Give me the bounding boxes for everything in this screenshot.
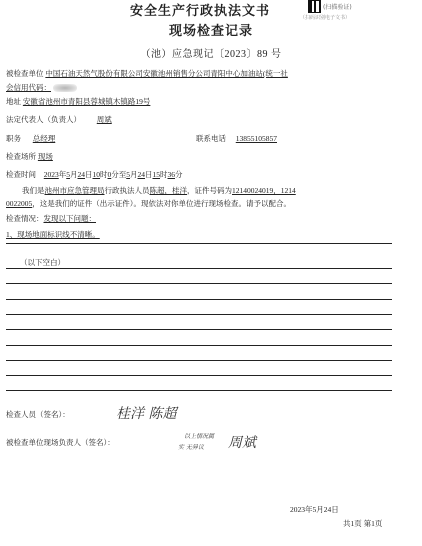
time-year: 2023 xyxy=(43,170,59,179)
ruled-line xyxy=(6,360,392,361)
site-sign-label: 被检查单位现场负责人（签名）： xyxy=(6,438,115,447)
position-row xyxy=(6,134,55,144)
ruled-line xyxy=(6,243,392,244)
unit-value: 中国石油天然气股份有限公司安徽池州销售分公司青阳中心加油站(统一社 xyxy=(45,69,288,78)
ruled-line xyxy=(6,299,392,300)
place-value: 现场 xyxy=(37,152,53,161)
address-label: 地址 xyxy=(6,97,21,106)
time-hour-start: 10 xyxy=(92,170,100,179)
legal-rep-label: 法定代表人（负责人） xyxy=(6,115,81,124)
credit-code-label: 会信用代码： xyxy=(6,83,51,92)
statement-line-1 xyxy=(22,186,296,196)
address-value: 安徽省池州市青阳县蓉城镇木镇路19号 xyxy=(22,97,151,106)
credit-code-row xyxy=(6,83,77,93)
findings-label: 检查情况： xyxy=(6,214,44,223)
site-note-2: 实 无异议 xyxy=(178,444,204,451)
ruled-line xyxy=(6,375,392,376)
time-day-end: 24 xyxy=(137,170,145,179)
time-day-start: 24 xyxy=(77,170,85,179)
place-row xyxy=(6,152,53,162)
phone-label: 联系电话 xyxy=(196,134,226,143)
statement-org: 池州市应急管理局 xyxy=(44,186,105,195)
blank-note: （以下空白） xyxy=(20,258,65,267)
phone-value: 13855105857 xyxy=(235,134,277,143)
document-number: （池）应急现记〔2023〕89 号 xyxy=(140,49,282,60)
site-signature: 周斌 xyxy=(228,435,256,451)
address-row xyxy=(6,97,150,107)
place-label: 检查场所 xyxy=(6,152,36,161)
qr-code-icon xyxy=(308,0,321,13)
time-month-end: 5 xyxy=(126,170,130,179)
position-value: 总经理 xyxy=(32,134,56,143)
unit-row xyxy=(6,69,288,79)
document-date: 2023年5月24日 xyxy=(290,505,339,514)
qr-caption: (扫描验证) xyxy=(323,4,352,11)
phone-row xyxy=(196,134,277,144)
time-month-start: 5 xyxy=(66,170,70,179)
position-label: 职务 xyxy=(6,134,21,143)
statement-text: 行政执法人员 xyxy=(104,186,150,195)
record-title: 现场检查记录 xyxy=(168,24,253,39)
unit-label: 被检查单位 xyxy=(6,69,44,78)
finding-text: 1、现场地面标识线不清晰。 xyxy=(6,230,100,239)
document-main-title: 安全生产行政执法文书 xyxy=(129,4,270,19)
inspector-ids: 12140024019，1214 xyxy=(232,186,296,195)
time-row: 检查时间 2023年5月24日10时0分至5月24日15时36分 xyxy=(6,170,183,179)
ruled-line xyxy=(6,390,392,391)
legal-rep-row xyxy=(6,115,112,125)
inspector-sign-label: 检查人员（签名）： xyxy=(6,410,70,419)
ruled-line xyxy=(6,345,392,346)
statement-text: ，证件号码为 xyxy=(187,186,232,195)
inspector-ids-cont: 0022005 xyxy=(6,199,33,208)
time-min-end: 36 xyxy=(167,170,175,179)
time-label: 检查时间 xyxy=(6,170,36,179)
page-count: 共1页 第1页 xyxy=(343,519,383,528)
inspector-names: 陈超，桂洋 xyxy=(149,186,187,195)
ruled-line xyxy=(6,314,392,315)
qr-caption-secondary: （扫码识别电子文书） xyxy=(300,15,351,21)
findings-label-row xyxy=(6,214,96,224)
ruled-line xyxy=(6,283,392,284)
ruled-line xyxy=(6,268,392,269)
ruled-line xyxy=(6,329,392,330)
inspector-signature: 桂洋 陈超 xyxy=(116,406,177,422)
finding-item-1 xyxy=(6,230,100,240)
statement-text: ，这是我们的证件（出示证件）。现依法对你单位进行现场检查。请予以配合。 xyxy=(32,199,291,208)
statement-text: 我们是 xyxy=(22,186,45,195)
findings-intro: 发现以下问题： xyxy=(43,214,96,223)
time-hour-end: 15 xyxy=(152,170,160,179)
site-note-1: 以上情况属 xyxy=(184,433,215,440)
time-min-start: 0 xyxy=(107,170,112,179)
statement-line-2 xyxy=(6,199,291,209)
redacted-credit-code xyxy=(53,84,77,92)
legal-rep-value: 周斌 xyxy=(96,115,112,124)
